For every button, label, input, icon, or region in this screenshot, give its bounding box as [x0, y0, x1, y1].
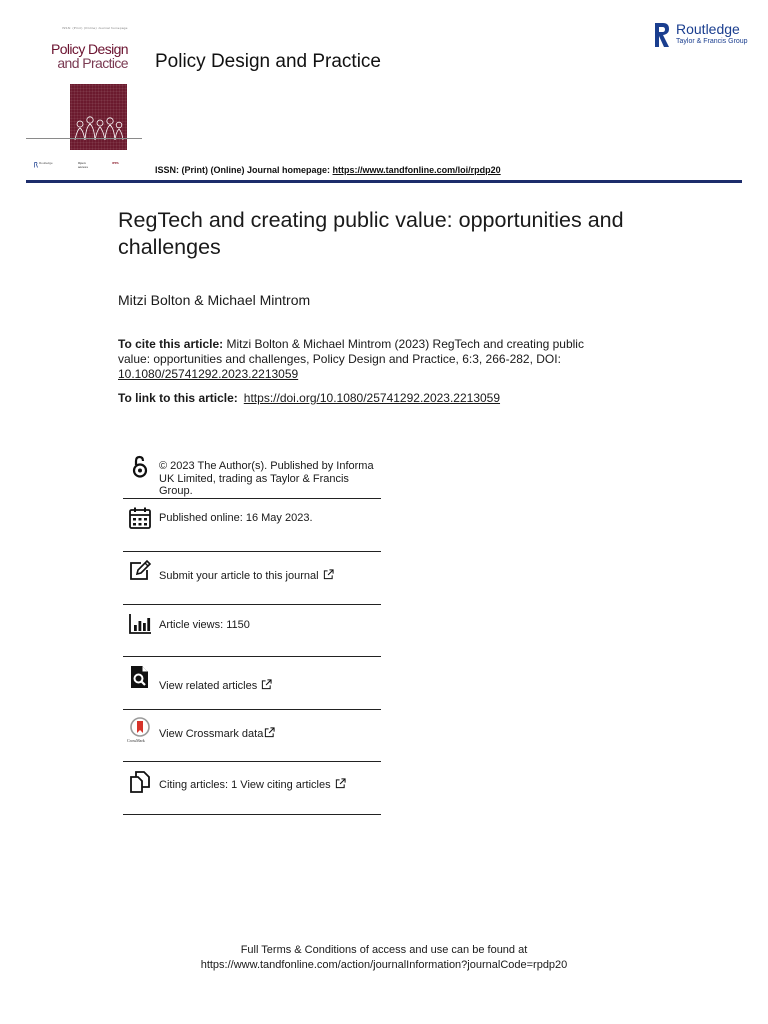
article-title: RegTech and creating public value: opportunities and challenges: [118, 208, 624, 259]
edit-icon: [128, 559, 152, 583]
citation-block: [118, 337, 618, 382]
article-info-list: [123, 450, 381, 815]
link-label: To link to this article:: [118, 391, 238, 405]
header-rule: [26, 180, 742, 183]
cover-title-line2: and Practice: [57, 55, 128, 71]
cover-title-line1: Policy Design: [50, 41, 128, 57]
license-row: [123, 450, 381, 499]
calendar-icon: [128, 506, 152, 530]
crossmark-caption: CrossMark: [127, 738, 145, 743]
cover-journal-title: [26, 42, 128, 70]
crossmark-row[interactable]: [123, 710, 381, 762]
publisher-logo[interactable]: [654, 20, 750, 50]
submit-article-link[interactable]: [159, 569, 334, 583]
article-doi-link[interactable]: https://doi.org/10.1080/25741292.2023.2213059: [243, 391, 501, 405]
publisher-name: Routledge: [676, 21, 740, 37]
related-row[interactable]: [123, 657, 381, 710]
related-articles-link[interactable]: [159, 679, 272, 693]
article-views: Article views: 1150: [159, 619, 250, 631]
citing-articles-link[interactable]: [159, 778, 346, 792]
publisher-subtitle: Taylor & Francis Group: [676, 38, 748, 45]
citing-documents-icon: [128, 770, 152, 794]
journal-cover-thumbnail[interactable]: [26, 22, 142, 174]
related-articles-label: View related articles: [159, 680, 258, 692]
cite-text: Mitzi Bolton & Michael Mintrom (2023) RegTech and creating public value: opportunities and challenges, Policy Design and Practice, 6:3, 266-282, DOI:: [118, 337, 584, 366]
license-text: © 2023 The Author(s). Published by Informa UK Limited, trading as Taylor & Francis Group.: [159, 460, 374, 497]
external-link-icon: [323, 569, 334, 580]
bar-chart-icon: [128, 612, 152, 636]
cover-logos: [34, 162, 134, 174]
submit-row[interactable]: [123, 552, 381, 605]
cover-figures-illustration: [70, 84, 127, 150]
citing-articles-label: Citing articles: 1 View citing articles: [159, 779, 331, 791]
article-authors: Mitzi Bolton & Michael Mintrom: [118, 292, 311, 308]
footer-terms-link[interactable]: https://www.tandfonline.com/action/journalInformation?journalCode=rpdp20: [200, 959, 568, 971]
published-date: Published online: 16 May 2023.: [159, 512, 313, 524]
cover-logo-mid-1: Open: [78, 161, 86, 165]
published-row: [123, 499, 381, 552]
journal-title: Policy Design and Practice: [155, 51, 381, 72]
routledge-mini-logo-icon: [34, 162, 38, 168]
cite-doi-link[interactable]: 10.1080/25741292.2023.2213059: [118, 367, 299, 381]
cover-divider: [26, 138, 142, 139]
cover-artwork: [70, 84, 127, 150]
views-row: [123, 605, 381, 657]
footer-line1: Full Terms & Conditions of access and use can be found at: [240, 944, 528, 956]
journal-homepage-link[interactable]: https://www.tandfonline.com/loi/rpdp20: [332, 165, 501, 175]
external-link-icon: [264, 727, 275, 738]
submit-article-label: Submit your article to this journal: [159, 570, 319, 582]
cover-tiny-text: ISSN: (Print) (Online) Journal homepage: [62, 26, 128, 30]
document-search-icon: [128, 665, 152, 689]
cover-logo-right: IPPA: [112, 161, 119, 165]
issn-label: ISSN: (Print) (Online) Journal homepage:: [155, 165, 333, 175]
issn-line: [155, 165, 501, 175]
cite-label: To cite this article:: [118, 337, 224, 351]
article-link-line: [118, 391, 500, 405]
external-link-icon: [335, 778, 346, 789]
open-access-icon: [128, 455, 152, 479]
cover-logo-mid-2: access: [78, 165, 89, 169]
cover-logo-left: Routledge: [39, 161, 53, 165]
routledge-r-icon: [654, 22, 670, 48]
citing-row[interactable]: [123, 762, 381, 815]
external-link-icon: [261, 679, 272, 690]
terms-footer: [0, 943, 768, 973]
crossmark-label: View Crossmark data: [159, 728, 264, 740]
crossmark-link[interactable]: [159, 727, 275, 741]
